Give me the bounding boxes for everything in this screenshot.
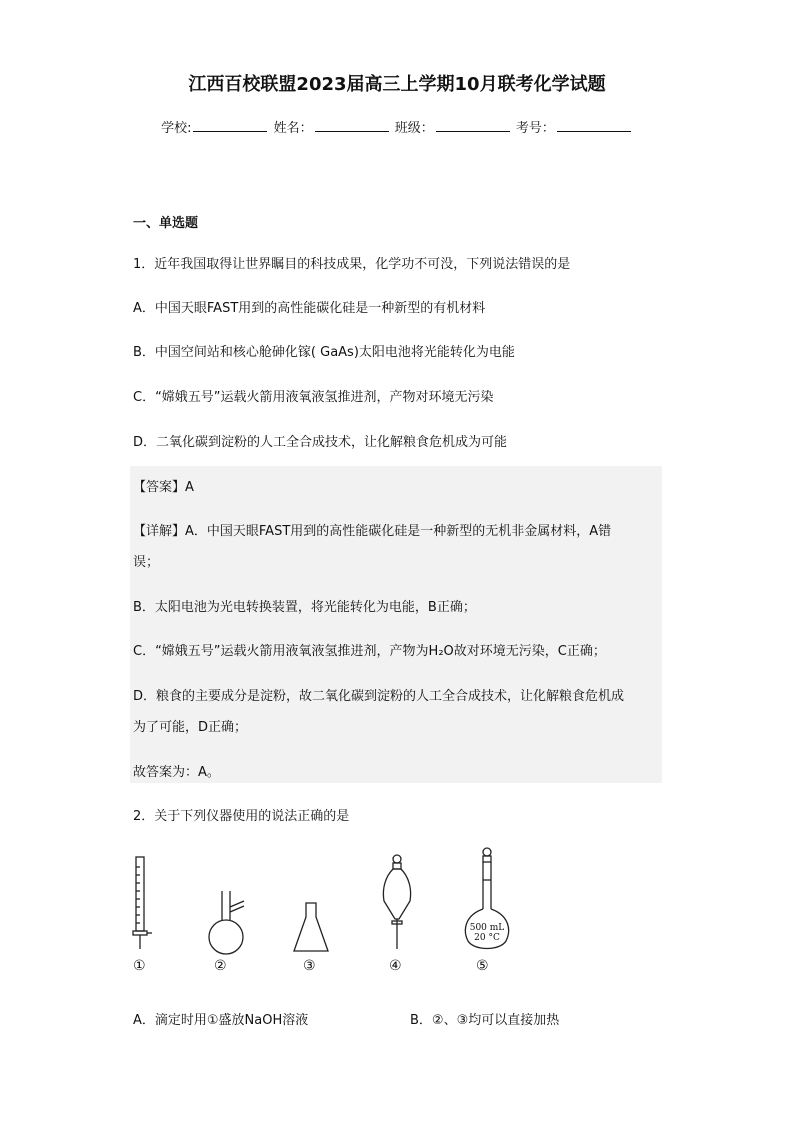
student-info-line	[0, 117, 794, 136]
detail-line: 为了可能，D正确；	[133, 720, 248, 735]
name-blank	[315, 119, 389, 132]
apparatus-label: ⑤	[476, 958, 489, 974]
question-1-option-b: B．中国空间站和核心舱砷化镓( GaAs)太阳电池将光能转化为电能	[133, 345, 515, 360]
question-2-option-b: B．②、③均可以直接加热	[410, 1013, 560, 1028]
question-2-stem: 2．关于下列仪器使用的说法正确的是	[133, 809, 350, 824]
school-label: 学校:	[161, 121, 192, 136]
answer-box	[130, 466, 662, 783]
question-1-option-c: C．“嫦娥五号”运载火箭用液氧液氢推进剂，产物对环境无污染	[133, 390, 494, 405]
lab-apparatus-figure	[110, 845, 530, 980]
exam-no-label: 考号：	[515, 121, 555, 136]
separatory-funnel-icon	[383, 855, 410, 949]
detail-line: B．太阳电池为光电转换装置，将光能转化为电能，B正确；	[133, 600, 476, 615]
apparatus-label: ③	[303, 958, 316, 974]
question-1-stem: 1．近年我国取得让世界瞩目的科技成果，化学功不可没，下列说法错误的是	[133, 257, 571, 272]
question-2-option-a: A．滴定时用①盛放NaOH溶液	[133, 1013, 309, 1028]
flask-volume-label: 500 mL	[469, 923, 505, 933]
detail-line: 误；	[133, 555, 160, 570]
class-blank	[436, 119, 510, 132]
question-1-option-a: A．中国天眼FAST用到的高性能碳化硅是一种新型的有机材料	[133, 301, 486, 316]
detail-line: 【详解】A．中国天眼FAST用到的高性能碳化硅是一种新型的无机非金属材料，A错	[133, 524, 612, 539]
distilling-flask-icon	[209, 891, 244, 954]
class-label: 班级：	[394, 121, 434, 136]
conical-flask-icon	[294, 903, 328, 951]
detail-line: 故答案为：A。	[133, 765, 220, 780]
detail-line: D．粮食的主要成分是淀粉，故二氧化碳到淀粉的人工全合成技术，让化解粮食危机成	[133, 689, 625, 704]
name-label: 姓名：	[273, 121, 313, 136]
school-blank	[193, 119, 267, 132]
apparatus-label: ④	[389, 958, 402, 974]
apparatus-label: ①	[133, 958, 146, 974]
section-heading: 一、单选题	[133, 216, 199, 231]
flask-temperature-label: 20 °C	[474, 933, 500, 943]
exam-no-blank	[557, 119, 631, 132]
page-title: 江西百校联盟2023届高三上学期10月联考化学试题	[188, 74, 606, 95]
answer-text: 【答案】A	[133, 480, 194, 495]
detail-line: C．“嫦娥五号”运载火箭用液氧液氢推进剂，产物为H₂O故对环境无污染，C正确；	[133, 644, 606, 659]
burette-icon	[133, 857, 152, 949]
question-1-option-d: D．二氧化碳到淀粉的人工全合成技术，让化解粮食危机成为可能	[133, 435, 508, 450]
apparatus-label: ②	[214, 958, 227, 974]
